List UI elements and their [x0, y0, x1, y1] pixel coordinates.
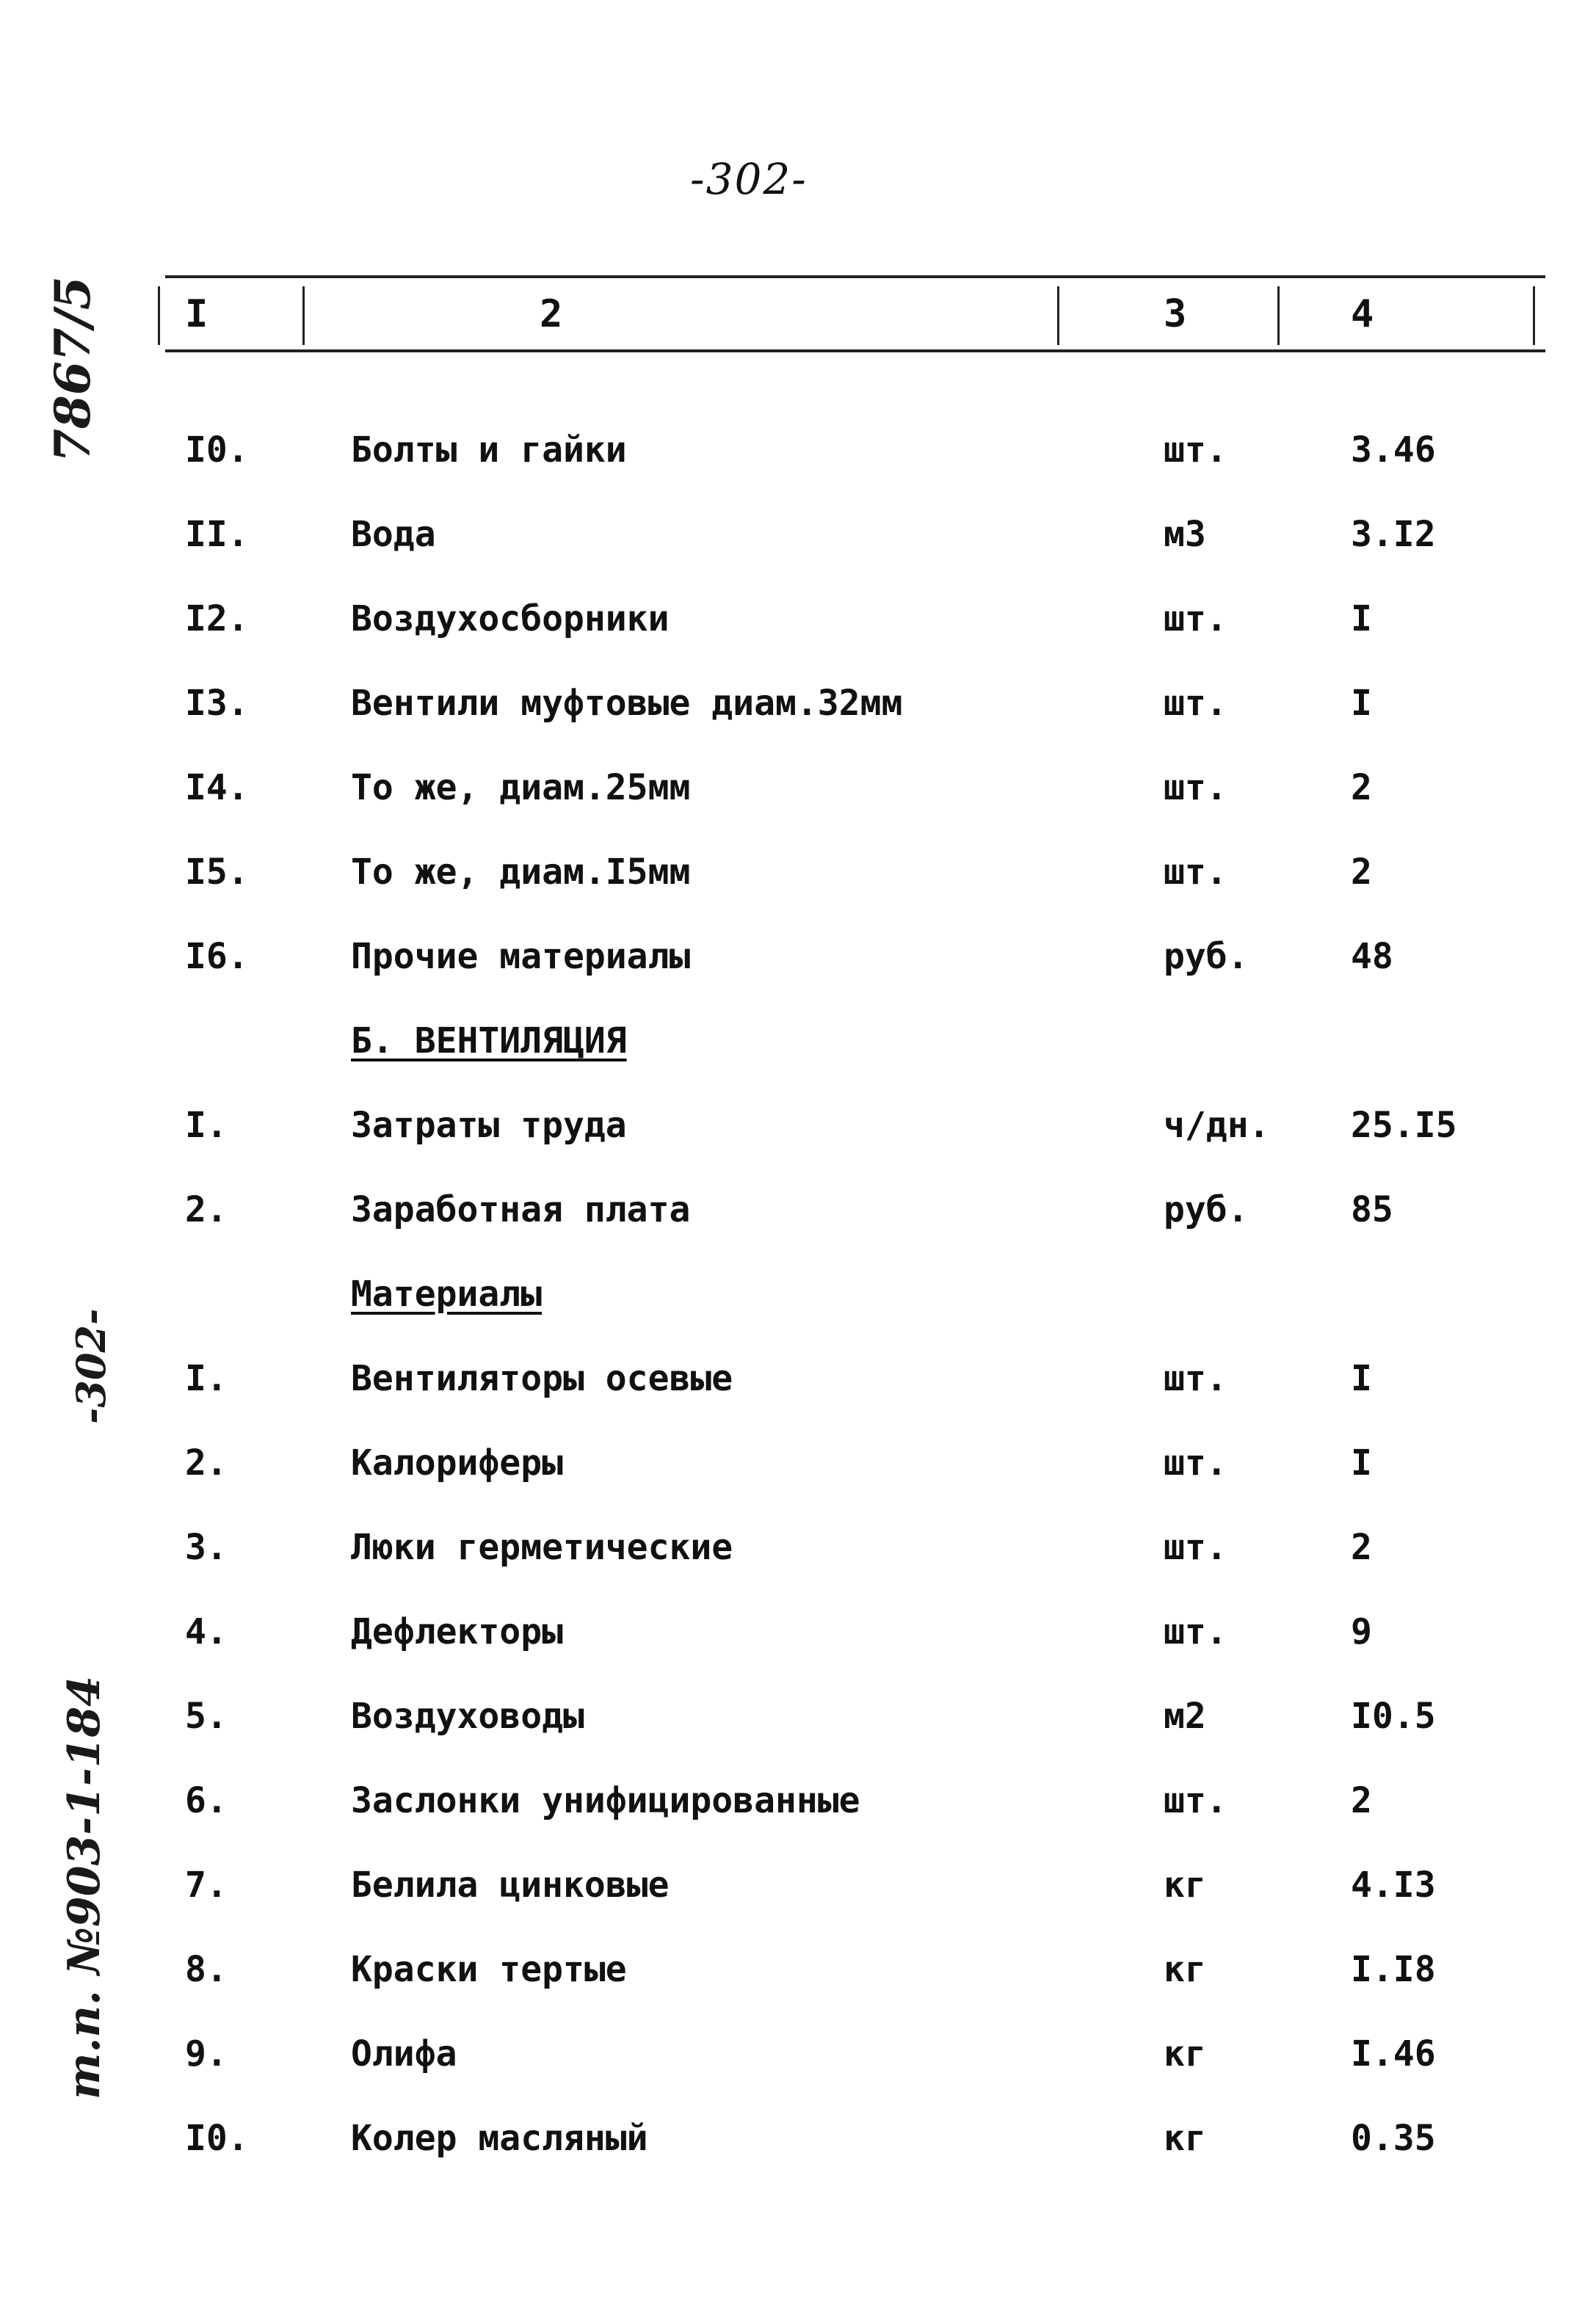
- row-unit: шт.: [1164, 598, 1227, 639]
- table-header-separator: [302, 286, 305, 345]
- row-unit: м3: [1164, 514, 1206, 555]
- row-unit: шт.: [1164, 1442, 1227, 1484]
- table-row: [0, 507, 1596, 591]
- table-row: [0, 1604, 1596, 1688]
- table-row: [0, 2110, 1596, 2195]
- table-header-col-3: 3: [1164, 292, 1187, 336]
- row-quantity: I.46: [1351, 2033, 1436, 2074]
- row-name: Болты и гайки: [351, 429, 627, 471]
- row-name: Прочие материалы: [351, 936, 691, 977]
- row-name: Вентиляторы осевые: [351, 1358, 733, 1399]
- row-name: Колер масляный: [351, 2118, 648, 2159]
- section-title-ventilation: Б. ВЕНТИЛЯЦИЯ: [351, 1020, 627, 1061]
- row-number: 6.: [185, 1780, 228, 1821]
- row-quantity: 2: [1351, 767, 1372, 808]
- table-row: [0, 1520, 1596, 1604]
- table-row: [0, 2026, 1596, 2110]
- row-name: Воздухосборники: [351, 598, 670, 639]
- row-name: Заработная плата: [351, 1189, 691, 1230]
- row-name: Заслонки унифицированные: [351, 1780, 860, 1821]
- row-unit: шт.: [1164, 1527, 1227, 1568]
- row-number: I5.: [185, 852, 249, 893]
- row-number: I0.: [185, 2118, 249, 2159]
- row-number: 5.: [185, 1696, 228, 1737]
- row-quantity: I: [1351, 1358, 1372, 1399]
- row-name: Люки герметические: [351, 1527, 733, 1568]
- row-quantity: 3.I2: [1351, 514, 1436, 555]
- row-unit: шт.: [1164, 1780, 1227, 1821]
- table-row: [0, 1773, 1596, 1857]
- row-quantity: 0.35: [1351, 2118, 1436, 2159]
- row-unit: м2: [1164, 1696, 1206, 1737]
- table-row: [0, 1182, 1596, 1266]
- table-row: [0, 591, 1596, 675]
- row-number: 7.: [185, 1865, 228, 1906]
- section-heading-row: [0, 1013, 1596, 1097]
- table-header-col-1: I: [185, 292, 208, 336]
- table-row: [0, 844, 1596, 929]
- row-quantity: 48: [1351, 936, 1393, 977]
- row-unit: кг: [1164, 2033, 1206, 2074]
- table-row: [0, 1435, 1596, 1520]
- table-header-separator: [1277, 286, 1280, 345]
- row-unit: шт.: [1164, 767, 1227, 808]
- table-row: [0, 760, 1596, 844]
- row-number: I.: [185, 1358, 228, 1399]
- table-header-col-2: 2: [540, 292, 563, 336]
- row-quantity: I0.5: [1351, 1696, 1436, 1737]
- row-quantity: 85: [1351, 1189, 1393, 1230]
- row-unit: шт.: [1164, 429, 1227, 471]
- row-name: То же, диам.25мм: [351, 767, 691, 808]
- row-name: Вентили муфтовые диам.32мм: [351, 683, 903, 724]
- row-number: 3.: [185, 1527, 228, 1568]
- table-row: [0, 422, 1596, 507]
- row-unit: шт.: [1164, 852, 1227, 893]
- row-quantity: I: [1351, 1442, 1372, 1484]
- row-unit: шт.: [1164, 1358, 1227, 1399]
- row-quantity: 2: [1351, 1527, 1372, 1568]
- table-row: [0, 1351, 1596, 1435]
- row-name: Калориферы: [351, 1442, 563, 1484]
- row-quantity: I: [1351, 598, 1372, 639]
- row-unit: кг: [1164, 1865, 1206, 1906]
- row-name: Дефлекторы: [351, 1611, 563, 1652]
- row-number: I.: [185, 1105, 228, 1146]
- row-name: Затраты труда: [351, 1105, 627, 1146]
- row-number: 8.: [185, 1949, 228, 1990]
- row-name: Вода: [351, 514, 436, 555]
- row-number: 2.: [185, 1189, 228, 1230]
- table-row: [0, 929, 1596, 1013]
- row-name: Воздуховоды: [351, 1696, 584, 1737]
- row-number: I2.: [185, 598, 249, 639]
- row-number: I0.: [185, 429, 249, 471]
- row-quantity: I: [1351, 683, 1372, 724]
- table-row: [0, 1097, 1596, 1182]
- row-name: Краски тертые: [351, 1949, 627, 1990]
- row-unit: шт.: [1164, 1611, 1227, 1652]
- row-quantity: 3.46: [1351, 429, 1436, 471]
- row-name: Олифа: [351, 2033, 457, 2074]
- row-unit: шт.: [1164, 683, 1227, 724]
- table-row: [0, 1857, 1596, 1942]
- table-header-col-4: 4: [1351, 292, 1374, 336]
- row-number: I4.: [185, 767, 249, 808]
- row-number: I6.: [185, 936, 249, 977]
- table-header-top-rule: [165, 275, 1545, 278]
- row-number: I3.: [185, 683, 249, 724]
- table-row: [0, 1688, 1596, 1773]
- row-number: 9.: [185, 2033, 228, 2074]
- row-quantity: 9: [1351, 1611, 1372, 1652]
- table-row: [0, 1942, 1596, 2026]
- table-header-separator: [1533, 286, 1535, 345]
- margin-note-archive-number: 7867/5: [44, 276, 101, 462]
- row-quantity: 4.I3: [1351, 1865, 1436, 1906]
- row-quantity: 25.I5: [1351, 1105, 1457, 1146]
- row-number: II.: [185, 514, 249, 555]
- row-unit: кг: [1164, 1949, 1206, 1990]
- row-quantity: 2: [1351, 1780, 1372, 1821]
- table-header-separator: [1057, 286, 1059, 345]
- table-header-separator: [158, 286, 160, 345]
- row-unit: ч/дн.: [1164, 1105, 1270, 1146]
- row-quantity: I.I8: [1351, 1949, 1436, 1990]
- materials-table-body: [0, 422, 1596, 2195]
- row-name: То же, диам.I5мм: [351, 852, 691, 893]
- table-row: [0, 675, 1596, 760]
- margin-note-page-number: -302-: [68, 1308, 115, 1424]
- margin-note-project-code: т.п. №903-1-184: [59, 1675, 110, 2099]
- row-name: Белила цинковые: [351, 1865, 670, 1906]
- row-unit: кг: [1164, 2118, 1206, 2159]
- row-unit: руб.: [1164, 1189, 1249, 1230]
- section-heading-row: [0, 1266, 1596, 1351]
- row-number: 4.: [185, 1611, 228, 1652]
- table-header-bottom-rule: [165, 349, 1545, 352]
- row-number: 2.: [185, 1442, 228, 1484]
- row-unit: руб.: [1164, 936, 1249, 977]
- row-quantity: 2: [1351, 852, 1372, 893]
- section-title-materials: Материалы: [351, 1274, 543, 1315]
- page-number: -302-: [690, 154, 808, 204]
